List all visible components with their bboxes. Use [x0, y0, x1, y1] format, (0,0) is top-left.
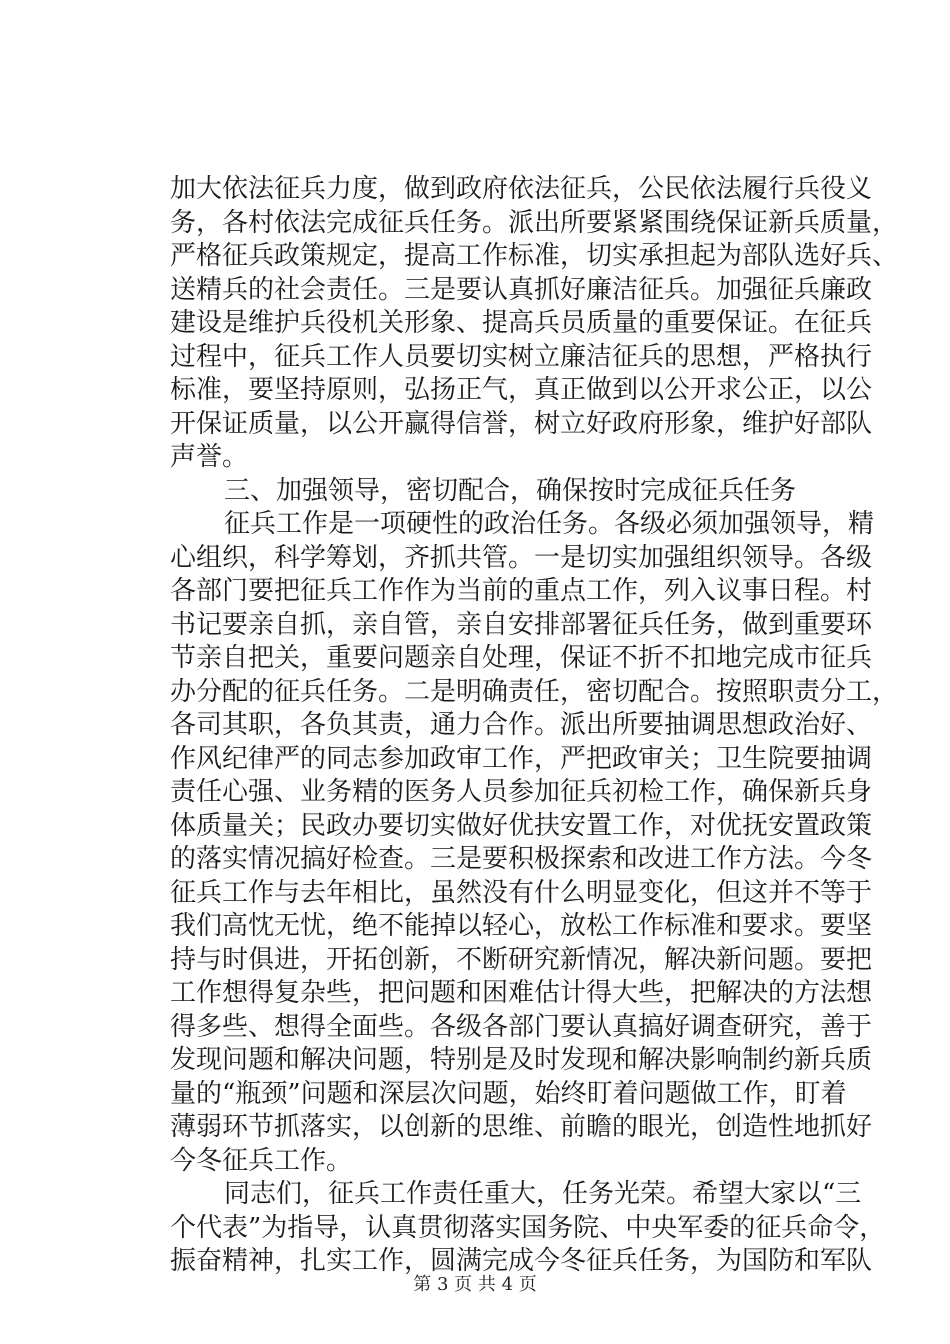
body-line: 标准，要坚持原则，弘扬正气，真正做到以公开求公正，以公 — [170, 375, 873, 405]
body-line: 过程中，征兵工作人员要切实树立廉洁征兵的思想，严格执行 — [170, 341, 873, 372]
body-line: 办分配的征兵任务。二是明确责任，密切配合。按照职责分工， — [170, 676, 899, 707]
body-line: 振奋精神，扎实工作，圆满完成今冬征兵任务，为国防和军队 — [170, 1246, 873, 1276]
body-line: 各部门要把征兵工作作为当前的重点工作，列入议事日程。村 — [170, 576, 873, 606]
body-line: 送精兵的社会责任。三是要认真抓好廉洁征兵。加强征兵廉政 — [170, 274, 873, 305]
body-line: 量的“瓶颈”问题和深层次问题，始终盯着问题做工作，盯着 — [170, 1078, 847, 1109]
body-line: 薄弱环节抓落实，以创新的思维、前瞻的眼光，创造性地抓好 — [170, 1112, 873, 1142]
section-heading: 三、加强领导，密切配合，确保按时完成征兵任务 — [224, 475, 797, 506]
page-number-footer: 第 3 页 共 4 页 — [413, 1274, 537, 1295]
body-line: 声誉。 — [170, 442, 249, 472]
body-line: 节亲自把关，重要问题亲自处理，保证不折不扣地完成市征兵 — [170, 643, 873, 673]
body-line: 加大依法征兵力度，做到政府依法征兵，公民依法履行兵役义 — [170, 174, 873, 204]
body-line: 责任心强、业务精的医务人员参加征兵初检工作，确保新兵身 — [170, 777, 873, 807]
body-line: 的落实情况搞好检查。三是要积极探索和改进工作方法。今冬 — [170, 844, 873, 874]
body-line: 持与时俱进，开拓创新，不断研究新情况，解决新问题。要把 — [170, 944, 873, 975]
body-line: 工作想得复杂些，把问题和困难估计得大些，把解决的方法想 — [170, 978, 873, 1008]
body-line: 各司其职，各负其责，通力合作。派出所要抽调思想政治好、 — [170, 710, 873, 740]
body-line: 征兵工作与去年相比，虽然没有什么明显变化，但这并不等于 — [170, 877, 873, 908]
paragraph-first-line: 征兵工作是一项硬性的政治任务。各级必须加强领导，精 — [224, 509, 875, 539]
body-line: 我们高忱无忧，绝不能掉以轻心，放松工作标准和要求。要坚 — [170, 911, 873, 941]
body-line: 书记要亲自抓，亲自管，亲自安排部署征兵任务，做到重要环 — [170, 609, 873, 640]
body-line: 得多些、想得全面些。各级各部门要认真搞好调查研究，善于 — [170, 1011, 873, 1042]
body-line: 发现问题和解决问题，特别是及时发现和解决影响制约新兵质 — [170, 1045, 873, 1075]
body-line: 体质量关；民政办要切实做好优扶安置工作，对优抚安置政策 — [170, 810, 873, 841]
paragraph-first-line: 同志们，征兵工作责任重大，任务光荣。希望大家以“三 — [224, 1179, 862, 1209]
body-line: 务，各村依法完成征兵任务。派出所要紧紧围绕保证新兵质量， — [170, 207, 899, 238]
body-line: 作风纪律严的同志参加政审工作，严把政审关；卫生院要抽调 — [170, 743, 873, 774]
body-line: 心组织，科学筹划，齐抓共管。一是切实加强组织领导。各级 — [170, 542, 873, 573]
body-line: 开保证质量，以公开赢得信誉，树立好政府形象，维护好部队 — [170, 408, 873, 439]
body-line: 严格征兵政策规定，提高工作标准，切实承担起为部队选好兵、 — [170, 241, 899, 271]
body-line: 建设是维护兵役机关形象、提高兵员质量的重要保证。在征兵 — [170, 308, 873, 338]
body-line: 今冬征兵工作。 — [170, 1145, 353, 1176]
body-line: 个代表”为指导，认真贯彻落实国务院、中央军委的征兵命令， — [170, 1212, 886, 1243]
